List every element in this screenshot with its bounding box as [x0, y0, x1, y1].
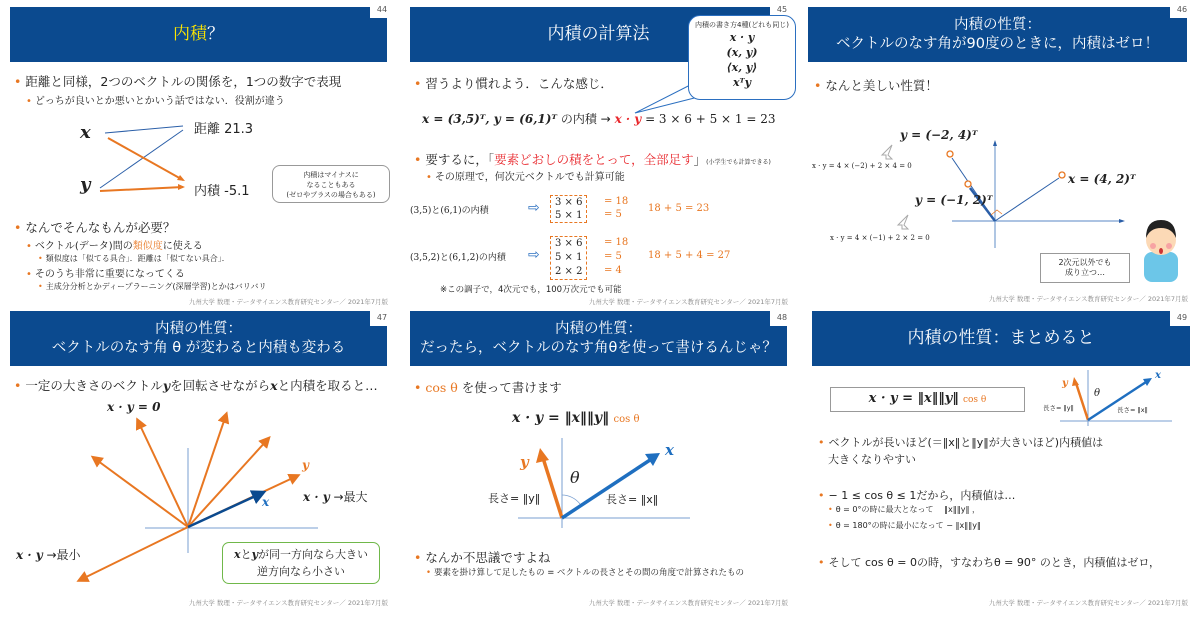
sub-bullet: • θ = 0°の時に最大となって ‖x‖‖y‖ ，: [828, 504, 980, 515]
slide-number: 48: [770, 310, 794, 326]
bullet: • なんか不思議ですよね: [414, 548, 550, 566]
length-y: 長さ= ‖y‖: [488, 492, 541, 505]
slide-number: 49: [1170, 310, 1194, 326]
slide-45: [400, 0, 800, 308]
bullet: • なんでそんなもんが必要？: [14, 218, 175, 236]
bullet: • 距離と同様，2つのベクトルの関係を，1つの数字で表現: [14, 72, 341, 90]
sub-bullet: • 要素を掛け算して足したもの = ベクトルの長さとその間の角度で計算されたもの: [426, 566, 744, 578]
vector-y2-label: y = (−1, 2)ᵀ: [915, 193, 993, 207]
slide-number: 46: [1170, 2, 1194, 18]
example-1-sum: 18 + 5 = 23: [648, 203, 710, 214]
summary-box: xとyが同一方向なら大きい 逆方向なら小さい: [222, 542, 380, 584]
footer: 九州大学 数理・データサイエンス教育研究センター／ 2021年7月版: [988, 599, 1188, 607]
formula: x · y = ‖x‖‖y‖ cos θ: [512, 410, 640, 426]
footer: 九州大学 数理・データサイエンス教育研究センター／ 2021年7月版: [988, 295, 1188, 303]
example-1-products: 3 × 6 5 × 1: [550, 195, 587, 223]
footer: 九州大学 数理・データサイエンス教育研究センター／ 2021年7月版: [588, 599, 788, 607]
speech-bubble: 2次元以外でも 成り立つ…: [1040, 253, 1130, 283]
y-label: y: [1062, 378, 1068, 389]
sub-bullet: • θ = 180°の時に最小になって − ‖x‖‖y‖: [828, 520, 981, 531]
note: ※この調子で，4次元でも，100万次元でも可能: [440, 285, 622, 295]
arrow-icon: ⇨: [528, 200, 540, 216]
slide-title: 内積の性質： ベクトルのなす角 θ が変わると内積も変わる: [10, 311, 387, 366]
min-label: x · y →最小: [16, 548, 81, 562]
slide-46: [800, 0, 1200, 308]
bullet: • ベクトルが長いほど(＝‖x‖と‖y‖が大きいほど)内積値は: [818, 434, 1103, 450]
formula-box: x · y = ‖x‖‖y‖ cos θ: [830, 387, 1025, 412]
arrow-icon: ⇨: [528, 247, 540, 263]
slide-48: [400, 308, 800, 616]
vector-y1-label: y = (−2, 4)ᵀ: [900, 128, 978, 142]
slide-title: 内積の計算法: [410, 7, 787, 62]
boy-illustration: [1144, 220, 1178, 282]
sub-bullet: • ベクトル(データ)間の類似度に使える: [26, 237, 203, 252]
bullet: • − 1 ≤ cos θ ≤ 1だから，内積値は…: [818, 487, 1015, 503]
length-x: 長さ= ‖x‖: [1117, 406, 1148, 414]
sub-bullet: • そのうち非常に重要になってくる: [26, 265, 185, 280]
example-2-label: (3,5,2)と(6,1,2)の内積: [410, 253, 506, 263]
length-y: 長さ= ‖y‖: [1043, 404, 1074, 412]
sub-sub-bullet: • 類似度は「似てる具合」．距離は「似てない具合」．: [38, 253, 230, 264]
slide-title: 内積の性質：まとめると: [812, 311, 1190, 366]
zero-label: x · y = 0: [107, 400, 161, 414]
example-2-products: 3 × 6 5 × 1 2 × 2: [550, 236, 587, 280]
bullet: • なんと美しい性質！: [814, 76, 938, 94]
footer: 九州大学 数理・データサイエンス教育研究センター／ 2021年7月版: [588, 298, 788, 306]
theta-label: θ: [570, 468, 580, 487]
length-x: 長さ= ‖x‖: [606, 493, 659, 506]
slide-title: 内積？: [10, 7, 387, 62]
equation-1: x · y = 4 × (−2) + 2 × 4 = 0: [812, 162, 912, 170]
example-2-sum: 18 + 5 + 4 = 27: [648, 250, 731, 261]
slide-44: [0, 0, 400, 308]
slide-49: [800, 308, 1200, 616]
callout-note: 内積はマイナスに なることもある (ゼロやプラスの場合もある): [272, 165, 390, 203]
bullet: • cos θ を使って書けます: [414, 378, 562, 396]
slide-47: [0, 308, 400, 616]
notation-callout: 内積の書き方4種(どれも同じ) x · y (x, y) ⟨x, y⟩ xᵀy: [688, 15, 796, 100]
example-1-label: (3,5)と(6,1)の内積: [410, 206, 489, 216]
x-label: x: [1155, 370, 1161, 381]
orthogonal-vectors-diagram: [800, 0, 1200, 308]
slide-title: 内積の性質： ベクトルのなす角が90度のときに，内積はゼロ！: [808, 7, 1187, 62]
sub-bullet: • どっちが良いとか悪いとかいう話ではない．役割が違う: [26, 92, 285, 107]
slide-number: 44: [370, 2, 394, 18]
bullet: • 要するに，「要素どおしの積をとって，全部足す」(小学生でも計算できる): [414, 150, 771, 168]
slide-number: 45: [770, 2, 794, 18]
distance-value: 距離 21.3: [194, 122, 254, 137]
bullet: • 一定の大きさのベクトルyを回転させながらxと内積を取ると…: [14, 376, 378, 394]
max-label: x · y →最大: [303, 490, 368, 504]
bullet: • そして cos θ = 0の時，すなわちθ = 90° のとき，内積値はゼロ，: [818, 554, 1160, 570]
sub-bullet: • その原理で，何次元ベクトルでも計算可能: [426, 168, 625, 183]
vector-y: y: [80, 174, 91, 195]
inner-product-value: 内積 -5.1: [194, 184, 250, 199]
slide-number: 47: [370, 310, 394, 326]
vector-x: x: [80, 122, 91, 143]
bullet: • 習うより慣れよう．こんな感じ．: [414, 74, 613, 92]
x-label: x: [262, 495, 270, 509]
footer: 九州大学 数理・データサイエンス教育研究センター／ 2021年7月版: [188, 599, 388, 607]
bullet-cont: 大きくなりやすい: [828, 453, 916, 466]
y-label: y: [302, 458, 309, 472]
example-1-results: = 18 = 5: [604, 196, 629, 220]
footer: 九州大学 数理・データサイエンス教育研究センター／ 2021年7月版: [188, 298, 388, 306]
formula: x = (3,5)ᵀ, y = (6,1)ᵀ の内積 → x · y = 3 × 6 + 5 × 1 = 23: [422, 112, 776, 126]
vector-x-label: x = (4, 2)ᵀ: [1068, 172, 1136, 186]
theta-label: θ: [1094, 388, 1101, 399]
y-label: y: [520, 453, 529, 471]
equation-2: x · y = 4 × (−1) + 2 × 2 = 0: [830, 234, 930, 242]
example-2-results: = 18 = 5 = 4: [604, 237, 629, 276]
sub-sub-bullet: • 主成分分析とかディープラーニング(深層学習)とかはバリバリ: [38, 281, 267, 292]
x-label: x: [665, 441, 674, 459]
slide-title: 内積の性質： だったら，ベクトルのなす角θを使って書けるんじゃ？: [410, 311, 787, 366]
